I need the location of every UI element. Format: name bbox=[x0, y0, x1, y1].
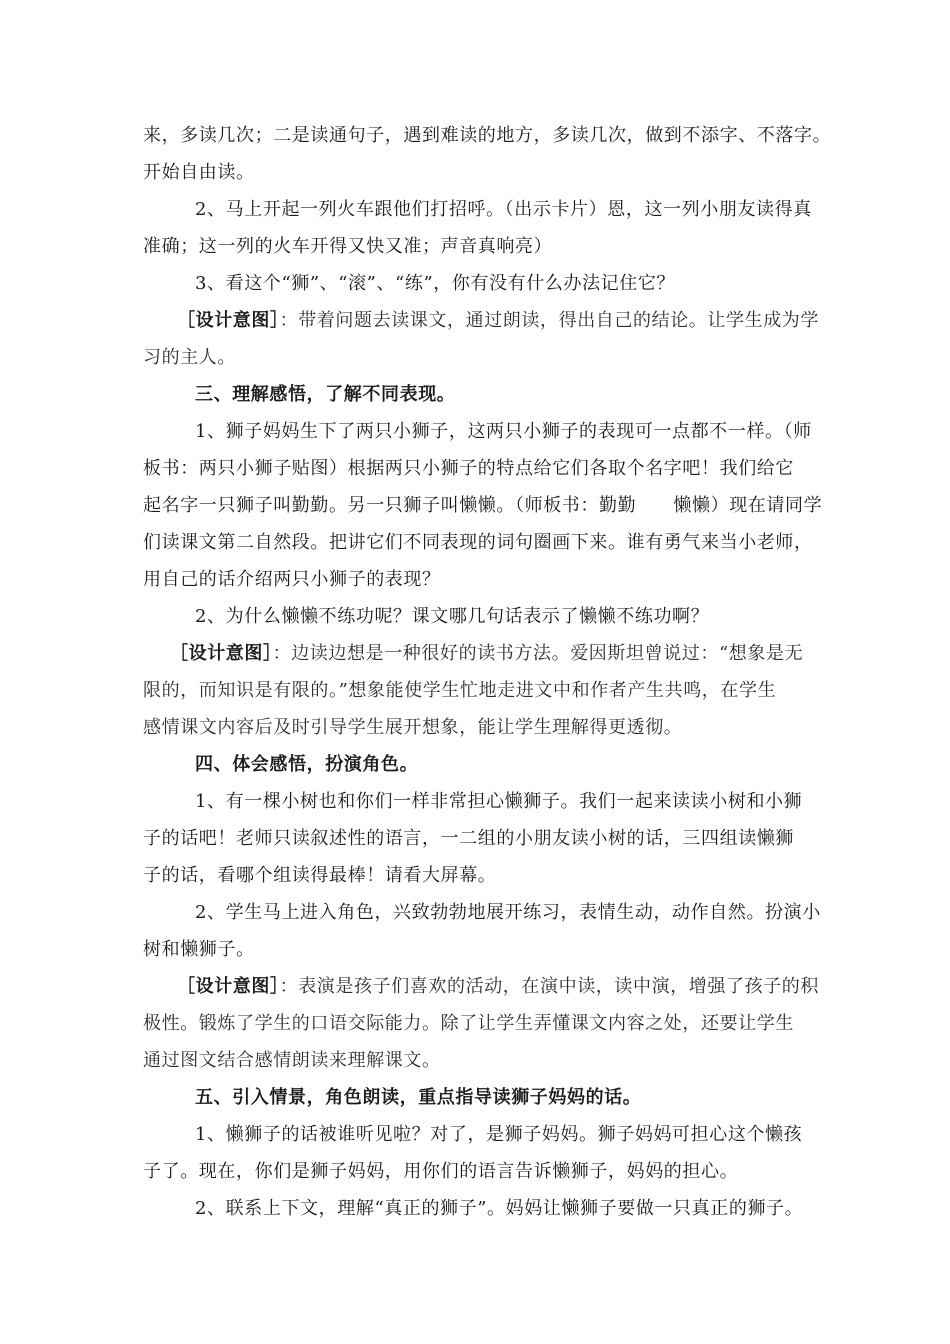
body-text-line: 1、狮子妈妈生下了两只小狮子，这两只小狮子的表现可一点都不一样。（师 bbox=[195, 421, 812, 442]
design-intent-text: ：带着问题去读课文，通过朗读，得出自己的结论。让学生成为学 bbox=[279, 310, 820, 331]
design-intent-text: ：表演是孩子们喜欢的活动，在演中读，读中演，增强了孩子的积 bbox=[279, 976, 820, 997]
body-text-line: 来，多读几次；二是读通句子，遇到难读的地方，多读几次，做到不添字、不落字。 bbox=[143, 125, 832, 146]
section-heading: 四、体会感悟，扮演角色。 bbox=[195, 754, 419, 775]
body-text-line: 2、学生马上进入角色，兴致勃勃地展开练习，表情生动，动作自然。扮演小 bbox=[195, 902, 821, 923]
body-text-line: 用自己的话介绍两只小狮子的表现？ bbox=[143, 569, 441, 590]
body-text-line: 1、懒狮子的话被谁听见啦？对了，是狮子妈妈。狮子妈妈可担心这个懒孩 bbox=[195, 1124, 803, 1145]
section-heading: 三、理解感悟，了解不同表现。 bbox=[195, 384, 456, 405]
body-text-line: 限的，而知识是有限的。”想象能使学生忙地走进文中和作者产生共鸣，在学生 bbox=[143, 680, 777, 701]
body-text-line: 子的话，看哪个组读得最棒！请看大屏幕。 bbox=[143, 865, 497, 886]
design-intent-label: ［设计意图］ bbox=[170, 643, 273, 664]
body-text-line: 3、看这个“狮”、“滚”、“练”，你有没有什么办法记住它？ bbox=[195, 273, 676, 294]
design-intent-label: ［设计意图］ bbox=[177, 310, 280, 331]
body-text-line: 2、联系上下文，理解“真正的狮子”。妈妈让懒狮子要做一只真正的狮子。 bbox=[195, 1198, 804, 1219]
body-text-line: 1、有一棵小树也和你们一样非常担心懒狮子。我们一起来读读小树和小狮 bbox=[195, 791, 803, 812]
body-text-line: 开始自由读。 bbox=[143, 162, 255, 183]
design-intent-text: ：边读边想是一种很好的读书方法。爱因斯坦曾说过：“想象是无 bbox=[272, 643, 804, 664]
body-text-line: 通过图文结合感情朗读来理解课文。 bbox=[143, 1050, 441, 1071]
section-heading: 五、引入情景，角色朗读，重点指导读狮子妈妈的话。 bbox=[195, 1087, 642, 1108]
body-text-line: 感情课文内容后及时引导学生展开想象，能让学生理解得更透彻。 bbox=[143, 717, 683, 738]
body-text-line: 准确；这一列的火车开得又快又准；声音真响亮） bbox=[143, 236, 553, 257]
design-intent-line bbox=[177, 969, 857, 1005]
body-text-line: 子了。现在，你们是狮子妈妈，用你们的语言告诉懒狮子，妈妈的担心。 bbox=[143, 1161, 739, 1182]
body-text-line: 习的主人。 bbox=[143, 347, 236, 368]
body-text-line: 板书：两只小狮子贴图）根据两只小狮子的特点给它们各取个名字吧！我们给它 bbox=[143, 458, 794, 479]
design-intent-line bbox=[170, 636, 850, 672]
body-text-line: 2、为什么懒懒不练功呢？课文哪几句话表示了懒懒不练功啊？ bbox=[195, 606, 710, 627]
body-text-line: 们读课文第二自然段。把讲它们不同表现的词句圈画下来。谁有勇气来当小老师， bbox=[143, 532, 813, 553]
body-text-line: 起名字一只狮子叫勤勤。另一只狮子叫懒懒。（师板书：勤勤 懒懒）现在请同学 bbox=[143, 495, 823, 516]
design-intent-line bbox=[177, 303, 857, 339]
body-text-line: 子的话吧！老师只读叙述性的语言，一二组的小朋友读小树的话，三四组读懒狮 bbox=[143, 828, 794, 849]
design-intent-label: ［设计意图］ bbox=[177, 976, 280, 997]
body-text-line: 2、马上开起一列火车跟他们打招呼。（出示卡片）恩，这一列小朋友读得真 bbox=[195, 199, 812, 220]
body-text-line: 树和懒狮子。 bbox=[143, 939, 255, 960]
body-text-line: 极性。锻炼了学生的口语交际能力。除了让学生弄懂课文内容之处，还要让学生 bbox=[143, 1013, 794, 1034]
